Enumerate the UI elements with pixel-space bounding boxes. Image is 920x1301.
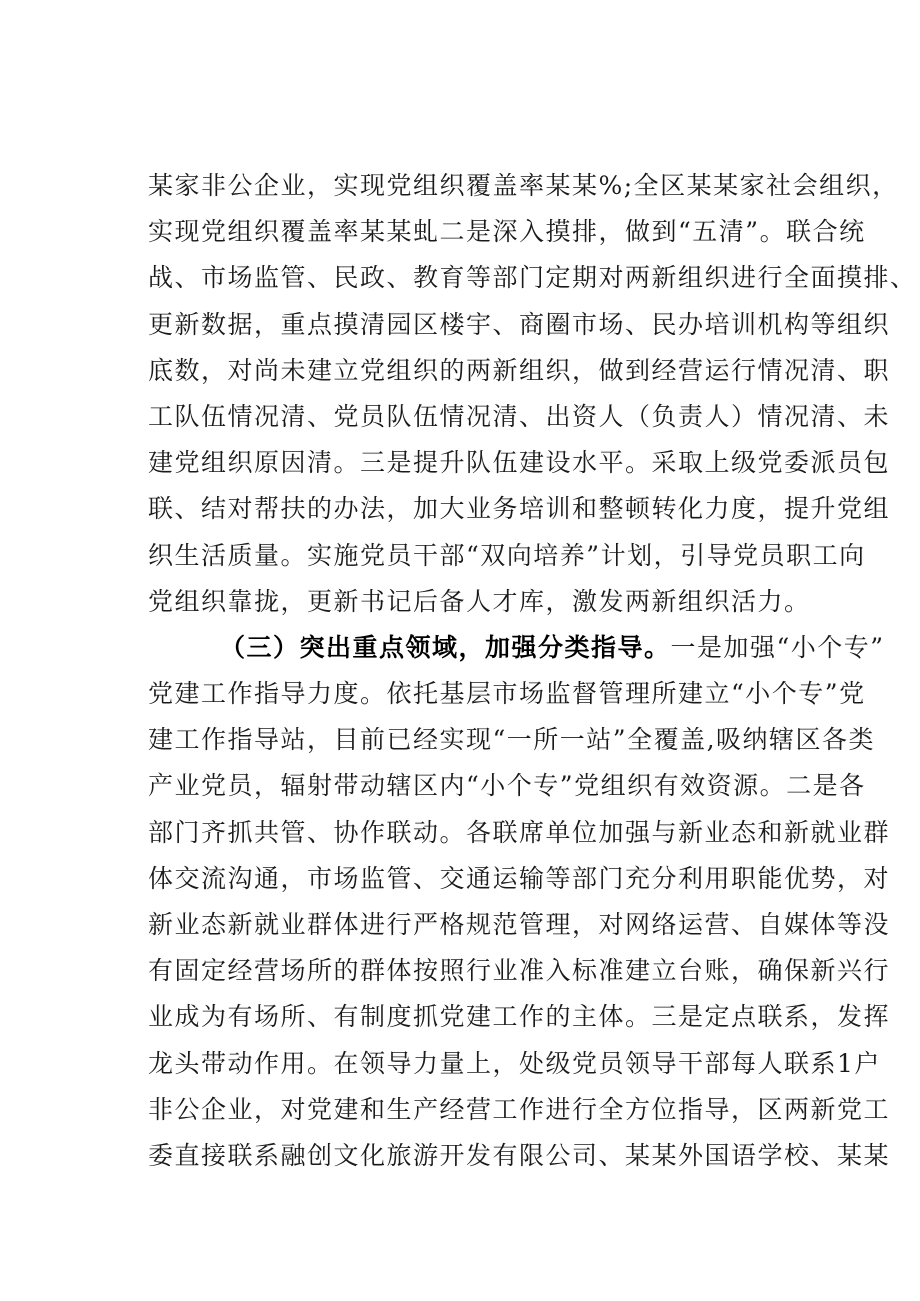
paragraph-first-line xyxy=(148,625,885,671)
paragraph-2 xyxy=(148,625,891,1179)
text-line: 实现党组织覆盖率某某虬二是深入摸排，做到“五清”。联合统 xyxy=(148,217,866,247)
body-text xyxy=(148,163,917,1179)
section-heading: （三）突出重点领域，加强分类指导。 xyxy=(220,632,671,662)
text-line: 党建工作指导力度。依托基层市场监督管理所建立“小个专”党 xyxy=(148,679,866,709)
text-line: 联、结对帮扶的办法，加大业务培训和整顿转化力度，提升党组 xyxy=(148,494,891,524)
text-line: 更新数据，重点摸清园区楼宇、商圈市场、民办培训机构等组织 xyxy=(148,309,891,339)
text-line: 底数，对尚未建立党组织的两新组织，做到经营运行情况清、职 xyxy=(148,355,891,385)
text-line: 织生活质量。实施党员干部“双向培养”计划，引导党员职工向 xyxy=(148,540,866,570)
text-line: 部门齐抓共管、协作联动。各联席单位加强与新业态和新就业群 xyxy=(148,817,891,847)
first-line-text: 一是加强“小个专” xyxy=(670,632,885,662)
text-line: 建工作指导站，目前已经实现“一所一站”全覆盖,吸纳辖区各类 xyxy=(148,725,876,755)
text-line: 新业态新就业群体进行严格规范管理，对网络运营、自媒体等没 xyxy=(148,910,891,939)
text-line: 党组织靠拢，更新书记后备人才库，激发两新组织活力。 xyxy=(148,586,811,616)
text-line: 某家非公企业，实现党组织覆盖率某某%;全区某某家社会组织， xyxy=(148,171,899,200)
text-line: 业成为有场所、有制度抓党建工作的主体。三是定点联系，发挥 xyxy=(148,1002,891,1032)
text-line: 建党组织原因清。三是提升队伍建设水平。采取上级党委派员包 xyxy=(148,448,891,478)
text-line: 战、市场监管、民政、教育等部门定期对两新组织进行全面摸排、 xyxy=(148,263,917,293)
text-line: 有固定经营场所的群体按照行业准入标准建立台账，确保新兴行 xyxy=(148,956,891,986)
text-line: 工队伍情况清、党员队伍情况清、出资人（负责人）情况清、未 xyxy=(148,401,891,431)
paragraph-1 xyxy=(148,163,917,625)
text-line: 龙头带动作用。在领导力量上，处级党员领导干部每人联系1户 xyxy=(148,1048,881,1078)
text-line: 委直接联系融创文化旅游开发有限公司、某某外国语学校、某某 xyxy=(148,1140,891,1170)
text-line: 产业党员，辐射带动辖区内“小个专”党组织有效资源。二是各 xyxy=(148,771,866,801)
text-line: 非公企业，对党建和生产经营工作进行全方位指导，区两新党工 xyxy=(148,1094,891,1124)
text-line: 体交流沟通，市场监管、交通运输等部门充分利用职能优势，对 xyxy=(148,863,891,893)
